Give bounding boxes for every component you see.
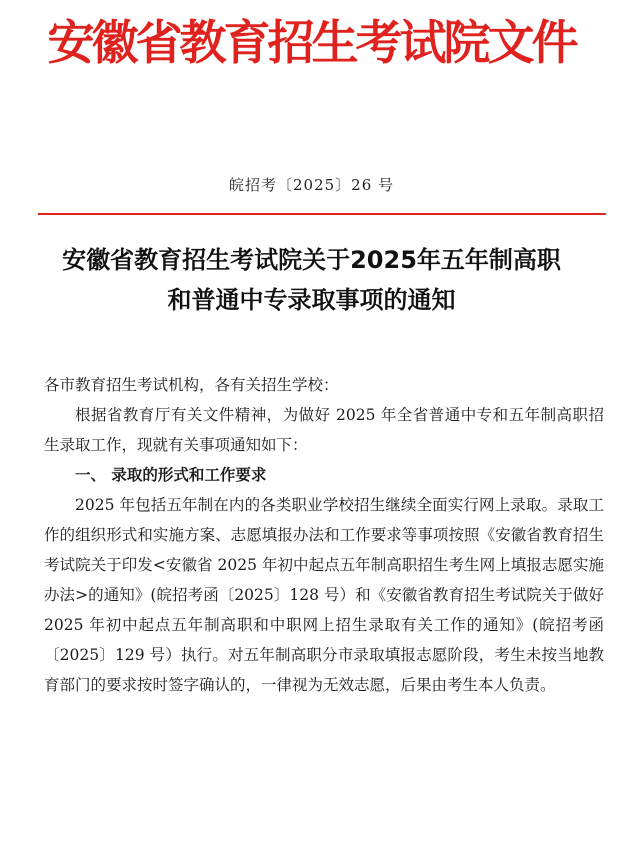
section-1-paragraph: 2025 年包括五年制在内的各类职业学校招生继续全面实行网上录取。录取工作的组织形式和实施方案、志愿填报办法和工作要求等事项按照《安徽省教育招生考试院关于印发<安徽省 2025 年初中起点五年制高职招生考生网上填报志愿实施办法>的通知》(皖招考函〔2025〕128 号）和《安徽省教育招生考试院关于做好 2025 年初中起点五年制高职和中职网上招生录取有关工作的通知》(皖招考函〔2025〕129 号）执行。对五年制高职分市录取填报志愿阶段，考生未按当地教育部门的要求按时签字确认的，一律视为无效志愿，后果由考生本人负责。 <box>44 496 604 694</box>
section-1-heading: 一、 录取的形式和工作要求 <box>75 466 267 484</box>
notice-title <box>0 240 623 320</box>
notice-body <box>44 370 604 700</box>
red-divider-line <box>38 213 606 215</box>
notice-title-line-2: 和普通中专录取事项的通知 <box>167 286 456 314</box>
salutation: 各市教育招生考试机构，各有关招生学校： <box>44 376 339 394</box>
document-header-title: 安徽省教育招生考试院文件 <box>47 16 576 71</box>
intro-paragraph: 根据省教育厅有关文件精神，为做好 2025 年全省普通中专和五年制高职招生录取工作，现就有关事项通知如下： <box>44 406 604 454</box>
notice-title-line-1: 安徽省教育招生考试院关于2025年五年制高职 <box>62 246 561 274</box>
document-number: 皖招考〔2025〕26 号 <box>228 176 395 194</box>
